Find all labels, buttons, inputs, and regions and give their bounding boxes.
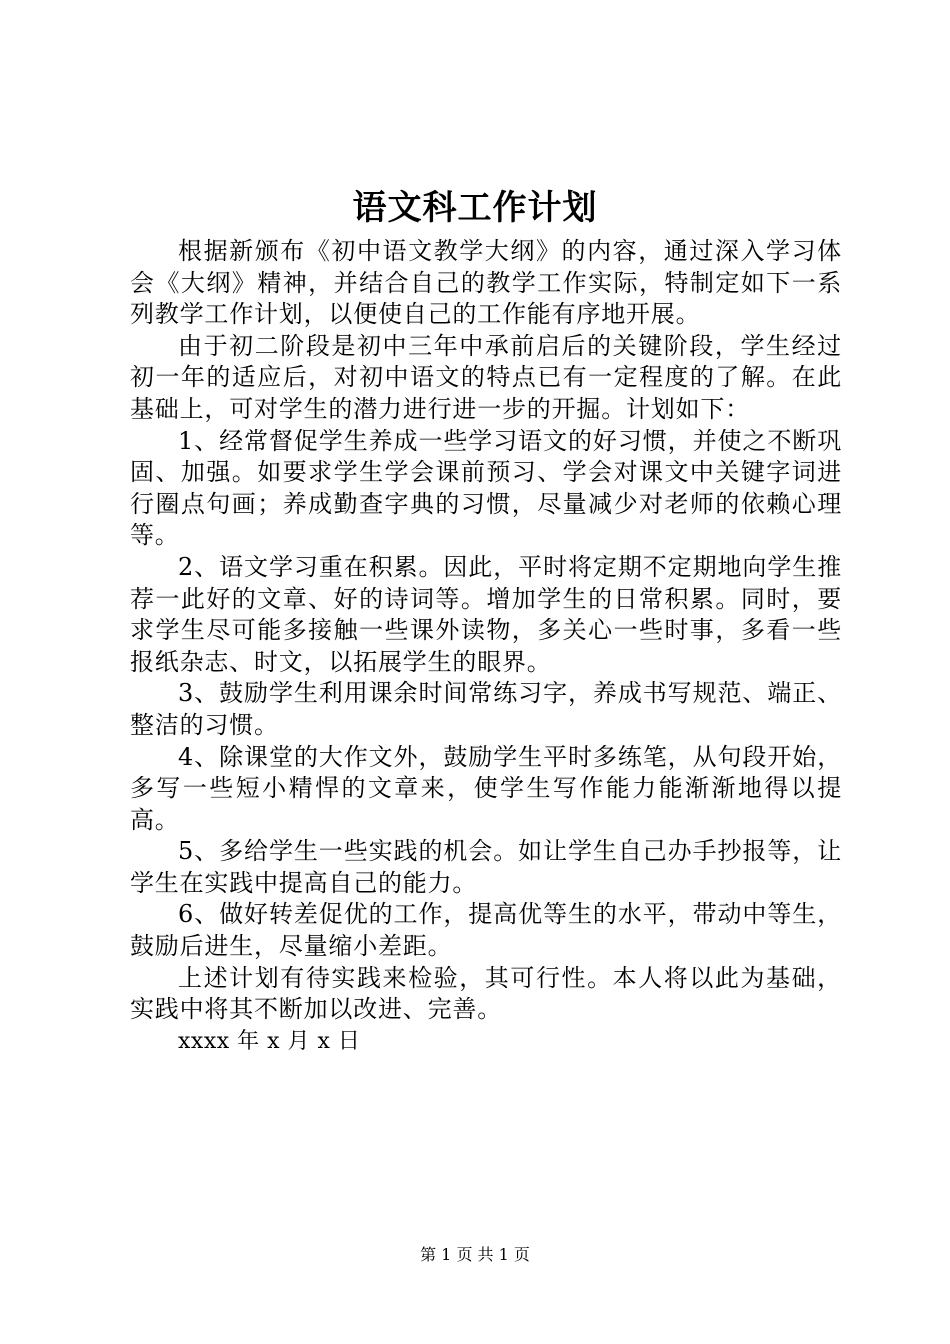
plan-item-5: 5、多给学生一些实践的机会。如让学生自己办手抄报等，让学生在实践中提高自己的能力。: [130, 837, 842, 897]
paragraph-background: 由于初二阶段是初中三年中承前启后的关键阶段，学生经过初一年的适应后，对初中语文的特点已有一定程度的了解。在此基础上，可对学生的潜力进行进一步的开掘。计划如下：: [130, 331, 842, 423]
plan-item-2: 2、语文学习重在积累。因此，平时将定期不定期地向学生推荐一此好的文章、好的诗词等。增加学生的日常积累。同时，要求学生尽可能多接触一些课外读物，多关心一些时事，多看一些报纸杂志、时文，以拓展学生的眼界。: [130, 552, 842, 676]
page-number-footer: 第 1 页 共 1 页: [420, 1245, 530, 1264]
plan-item-1: 1、经常督促学生养成一些学习语文的好习惯，并使之不断巩固、加强。如要求学生学会课前预习、学会对课文中关键字词进行圈点句画；养成勤查字典的习惯，尽量减少对老师的依赖心理等。: [130, 426, 842, 550]
paragraph-conclusion: 上述计划有待实践来检验，其可行性。本人将以此为基础，实践中将其不断加以改进、完善。: [130, 963, 842, 1024]
plan-item-6: 6、做好转差促优的工作，提高优等生的水平，带动中等生，鼓励后进生，尽量缩小差距。: [130, 900, 842, 961]
plan-item-3: 3、鼓励学生利用课余时间常练习字，养成书写规范、端正、整洁的习惯。: [130, 679, 842, 739]
document-date: xxxx 年 x 月 x 日: [178, 1028, 361, 1054]
document-body: [130, 236, 842, 1057]
plan-item-4: 4、除课堂的大作文外，鼓励学生平时多练笔，从句段开始，多写一些短小精悍的文章来，使学生写作能力能渐渐地得以提高。: [130, 742, 842, 834]
document-title: 语文科工作计划: [352, 188, 598, 228]
paragraph-intro: 根据新颁布《初中语文教学大纲》的内容，通过深入学习体会《大纲》精神，并结合自己的教学工作实际，特制定如下一系列教学工作计划，以便使自己的工作能有序地开展。: [130, 237, 842, 329]
